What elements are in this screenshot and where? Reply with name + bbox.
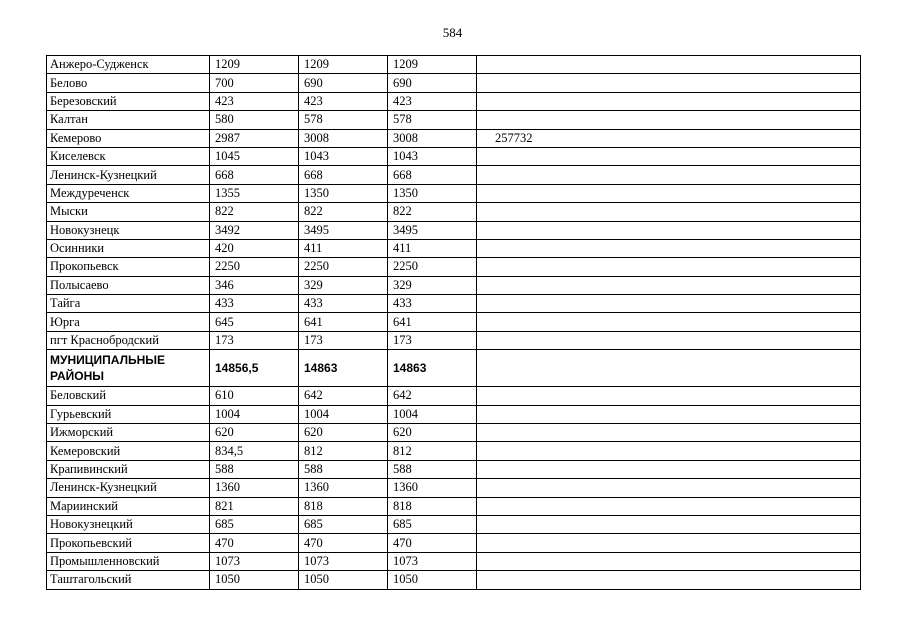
value-1-cell: 700 [210,74,299,92]
value-1-cell: 1073 [210,552,299,570]
table-row [47,92,861,110]
value-2-cell: 818 [299,497,388,515]
table-row [47,184,861,202]
row-name-cell: Гурьевский [47,405,210,423]
row-name-cell: Ижморский [47,424,210,442]
value-3-cell: 685 [388,515,477,533]
value-3-cell: 411 [388,239,477,257]
table-row [47,74,861,92]
row-name-cell: Березовский [47,92,210,110]
value-1-cell: 588 [210,460,299,478]
table-row [47,276,861,294]
row-name-cell: Киселевск [47,147,210,165]
row-name-cell: Кемерово [47,129,210,147]
extra-value-cell [477,387,861,405]
value-2-cell: 3495 [299,221,388,239]
value-3-cell: 1073 [388,552,477,570]
row-name-cell: Тайга [47,295,210,313]
table-row [47,147,861,165]
extra-value-cell [477,571,861,589]
table-row [47,239,861,257]
value-1-cell: 580 [210,111,299,129]
row-name-cell: Мыски [47,203,210,221]
value-2-cell: 1360 [299,479,388,497]
value-2-cell: 3008 [299,129,388,147]
extra-value-cell [477,295,861,313]
value-3-cell: 690 [388,74,477,92]
value-3-cell: 588 [388,460,477,478]
value-3-cell: 3495 [388,221,477,239]
row-name-cell: Крапивинский [47,460,210,478]
value-3-cell: 822 [388,203,477,221]
value-3-cell: 173 [388,331,477,349]
value-1-cell: 668 [210,166,299,184]
row-name-cell: Полысаево [47,276,210,294]
table-row [47,497,861,515]
value-3-cell: 1350 [388,184,477,202]
row-name-cell: Новокузнецкий [47,515,210,533]
value-2-cell: 411 [299,239,388,257]
table-row [47,534,861,552]
table-row [47,166,861,184]
value-2-cell: 329 [299,276,388,294]
row-name-cell: Ленинск-Кузнецкий [47,479,210,497]
extra-value-cell [477,497,861,515]
value-3-cell: 641 [388,313,477,331]
extra-value-cell [477,92,861,110]
value-3-cell: 578 [388,111,477,129]
row-name-cell: МУНИЦИПАЛЬНЫЕ РАЙОНЫ [47,350,210,387]
table-row [47,460,861,478]
row-name-cell: Белово [47,74,210,92]
page-number: 584 [442,25,463,40]
value-2-cell: 668 [299,166,388,184]
value-3-cell: 423 [388,92,477,110]
value-2-cell: 578 [299,111,388,129]
value-1-cell: 2987 [210,129,299,147]
table-row [47,129,861,147]
extra-value-cell [477,534,861,552]
value-2-cell: 690 [299,74,388,92]
value-2-cell: 1050 [299,571,388,589]
value-3-cell: 620 [388,424,477,442]
table-row [47,331,861,349]
value-3-cell: 1043 [388,147,477,165]
value-2-cell: 433 [299,295,388,313]
extra-value-cell [477,405,861,423]
value-1-cell: 420 [210,239,299,257]
extra-value-cell [477,479,861,497]
extra-value-cell [477,424,861,442]
table-row [47,405,861,423]
value-2-cell: 1209 [299,56,388,74]
extra-value-cell [477,239,861,257]
table-row [47,203,861,221]
row-name-cell: Ленинск-Кузнецкий [47,166,210,184]
extra-value-cell [477,350,861,387]
value-1-cell: 645 [210,313,299,331]
extra-value-cell [477,515,861,533]
value-2-cell: 812 [299,442,388,460]
value-1-cell: 470 [210,534,299,552]
value-3-cell: 812 [388,442,477,460]
value-1-cell: 685 [210,515,299,533]
value-1-cell: 2250 [210,258,299,276]
table-row [47,424,861,442]
value-1-cell: 1360 [210,479,299,497]
value-1-cell: 834,5 [210,442,299,460]
extra-value-cell [477,313,861,331]
value-3-cell: 668 [388,166,477,184]
value-2-cell: 470 [299,534,388,552]
value-2-cell: 685 [299,515,388,533]
table-row [47,479,861,497]
row-name-cell: Юрга [47,313,210,331]
value-1-cell: 821 [210,497,299,515]
extra-value-cell [477,258,861,276]
row-name-cell: пгт Краснобродский [47,331,210,349]
value-3-cell: 818 [388,497,477,515]
value-1-cell: 433 [210,295,299,313]
value-2-cell: 620 [299,424,388,442]
value-3-cell: 1360 [388,479,477,497]
value-3-cell: 329 [388,276,477,294]
table-row [47,313,861,331]
value-1-cell: 173 [210,331,299,349]
data-table [46,55,861,590]
table-row [47,56,861,74]
row-name-cell: Осинники [47,239,210,257]
value-2-cell: 641 [299,313,388,331]
value-3-cell: 2250 [388,258,477,276]
value-1-cell: 3492 [210,221,299,239]
extra-value-cell [477,203,861,221]
value-2-cell: 2250 [299,258,388,276]
extra-value-cell [477,56,861,74]
value-3-cell: 14863 [388,350,477,387]
value-1-cell: 14856,5 [210,350,299,387]
table-body [47,56,861,590]
value-1-cell: 1045 [210,147,299,165]
extra-value-cell [477,147,861,165]
table-row [47,295,861,313]
extra-value-cell [477,184,861,202]
extra-value-cell [477,166,861,184]
value-3-cell: 642 [388,387,477,405]
table-row [47,221,861,239]
row-name-cell: Таштагольский [47,571,210,589]
value-3-cell: 470 [388,534,477,552]
table-row [47,387,861,405]
value-2-cell: 14863 [299,350,388,387]
extra-value-cell [477,276,861,294]
extra-value-cell [477,74,861,92]
row-name-cell: Анжеро-Судженск [47,56,210,74]
value-1-cell: 1050 [210,571,299,589]
row-name-cell: Калтан [47,111,210,129]
table-row [47,515,861,533]
value-1-cell: 610 [210,387,299,405]
value-2-cell: 642 [299,387,388,405]
value-1-cell: 423 [210,92,299,110]
value-1-cell: 346 [210,276,299,294]
extra-value-cell [477,460,861,478]
row-name-cell: Междуреченск [47,184,210,202]
row-name-cell: Прокопьевск [47,258,210,276]
value-2-cell: 1350 [299,184,388,202]
group-header-row [47,350,861,387]
row-name-cell: Прокопьевский [47,534,210,552]
extra-value-cell [477,111,861,129]
value-3-cell: 1004 [388,405,477,423]
value-3-cell: 3008 [388,129,477,147]
value-1-cell: 1209 [210,56,299,74]
extra-value-cell [477,221,861,239]
value-2-cell: 588 [299,460,388,478]
row-name-cell: Мариинский [47,497,210,515]
value-3-cell: 433 [388,295,477,313]
value-2-cell: 822 [299,203,388,221]
table-row [47,571,861,589]
value-1-cell: 620 [210,424,299,442]
value-1-cell: 1355 [210,184,299,202]
value-2-cell: 173 [299,331,388,349]
table-row [47,442,861,460]
value-2-cell: 423 [299,92,388,110]
row-name-cell: Новокузнецк [47,221,210,239]
row-name-cell: Беловский [47,387,210,405]
extra-value-cell: 257732 [477,129,861,147]
value-3-cell: 1050 [388,571,477,589]
table-row [47,111,861,129]
row-name-cell: Промышленновский [47,552,210,570]
extra-value-cell [477,442,861,460]
extra-value-cell [477,331,861,349]
value-1-cell: 822 [210,203,299,221]
value-3-cell: 1209 [388,56,477,74]
value-2-cell: 1043 [299,147,388,165]
value-1-cell: 1004 [210,405,299,423]
value-2-cell: 1073 [299,552,388,570]
extra-value-cell [477,552,861,570]
table-row [47,552,861,570]
row-name-cell: Кемеровский [47,442,210,460]
table-row [47,258,861,276]
value-2-cell: 1004 [299,405,388,423]
